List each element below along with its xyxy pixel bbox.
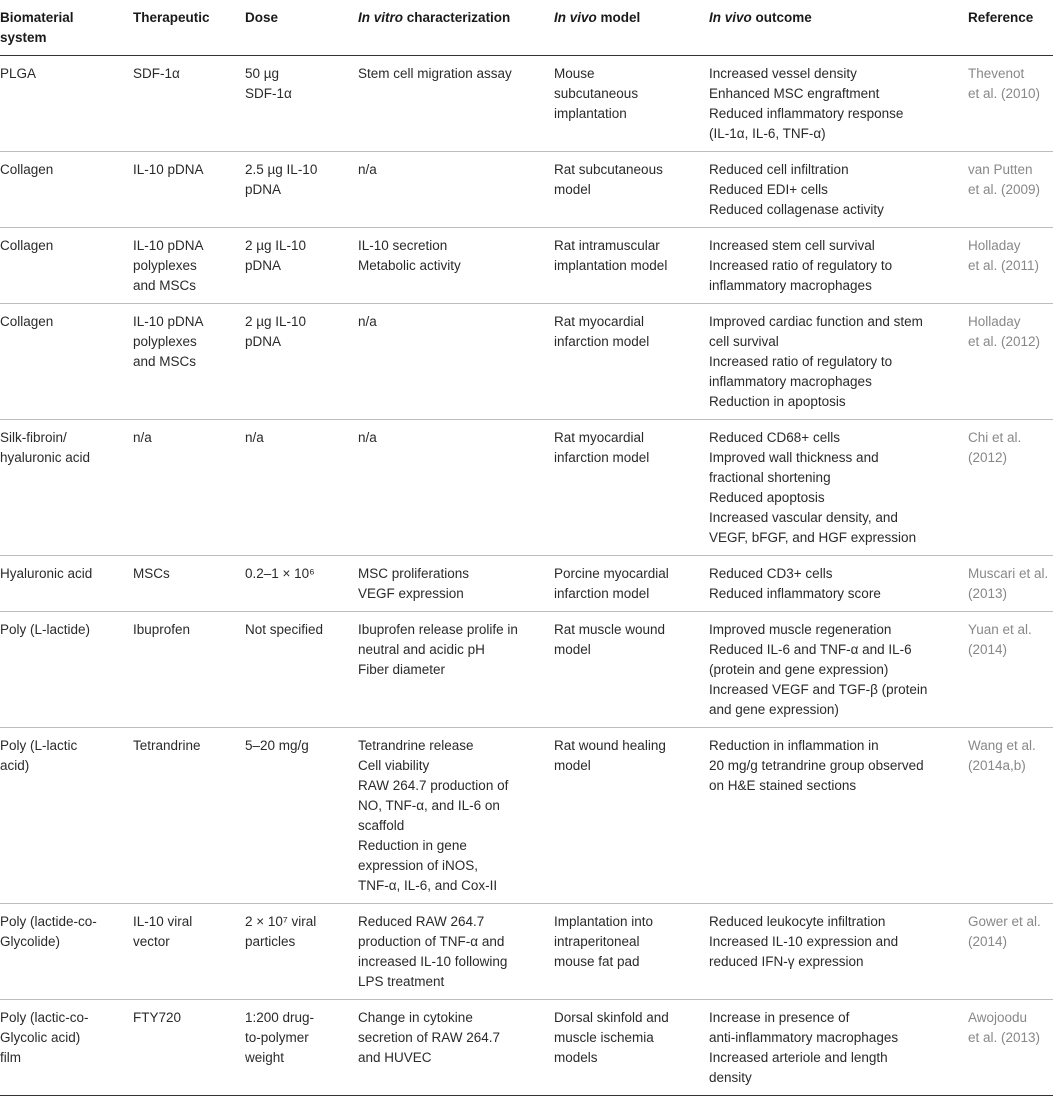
cell-in-vivo-outcome [709,904,968,1000]
cell-therapeutic [133,1000,245,1096]
cell-in-vivo-outcome-line: Reduced IL-6 and TNF-α and IL-6 [709,642,912,657]
cell-in-vitro-line: and HUVEC [358,1050,432,1065]
cell-therapeutic-line: FTY720 [133,1010,182,1025]
cell-in-vivo-model-line: implantation model [554,258,668,273]
header-reference: Reference [968,0,1053,56]
cell-in-vivo-model-line: model [554,642,591,657]
cell-reference-line: et al. (2010) [968,86,1041,101]
cell-therapeutic-line: IL-10 pDNA [133,314,204,329]
cell-therapeutic [133,152,245,228]
cell-biomaterial [0,228,133,304]
cell-biomaterial [0,728,133,904]
cell-in-vivo-outcome [709,228,968,304]
cell-dose [245,228,358,304]
cell-in-vivo-outcome [709,304,968,420]
table-row [0,304,1053,420]
cell-in-vivo-model-line: Porcine myocardial [554,566,669,581]
cell-in-vitro-line: scaffold [358,818,405,833]
cell-dose-line: Not specified [245,622,324,637]
cell-in-vitro-line: increased IL-10 following [358,954,508,969]
header-dose: Dose [245,0,358,56]
cell-in-vivo-outcome-line: Reduced CD3+ cells [709,566,833,581]
cell-biomaterial-line: PLGA [0,66,37,81]
cell-biomaterial [0,556,133,612]
cell-in-vitro-line: production of TNF-α and [358,934,505,949]
cell-therapeutic-line: vector [133,934,170,949]
cell-in-vivo-outcome-line: Increased VEGF and TGF-β (protein [709,682,928,697]
cell-therapeutic-line: IL-10 pDNA [133,162,204,177]
cell-in-vivo-outcome-line: Increased ratio of regulatory to [709,258,893,273]
cell-therapeutic-line: n/a [133,430,152,445]
cell-biomaterial-line: film [0,1050,21,1065]
cell-reference-line: (2014) [968,934,1008,949]
cell-in-vivo-outcome-line: Reduced EDI+ cells [709,182,828,197]
cell-in-vivo-outcome-line: Reduced apoptosis [709,490,825,505]
cell-in-vivo-model [554,904,709,1000]
cell-in-vivo-outcome [709,1000,968,1096]
cell-in-vitro-line: Reduction in gene [358,838,467,853]
cell-dose-line: 5–20 mg/g [245,738,309,753]
cell-therapeutic-line: MSCs [133,566,170,581]
cell-in-vitro-line: secretion of RAW 264.7 [358,1030,501,1045]
cell-in-vivo-outcome-line: (IL-1α, IL-6, TNF-α) [709,126,826,141]
cell-in-vitro-line: TNF-α, IL-6, and Cox-II [358,878,498,893]
cell-in-vivo-model-line: mouse fat pad [554,954,640,969]
cell-in-vivo-outcome-line: (protein and gene expression) [709,662,889,677]
cell-in-vivo-model-line: intraperitoneal [554,934,640,949]
cell-reference [968,152,1053,228]
cell-in-vivo-model-line: models [554,1050,598,1065]
cell-reference-line: (2014) [968,642,1008,657]
cell-in-vivo-model-line: Implantation into [554,914,654,929]
cell-in-vitro-line: Change in cytokine [358,1010,473,1025]
cell-therapeutic-line: IL-10 pDNA [133,238,204,253]
cell-in-vitro-line: Reduced RAW 264.7 [358,914,485,929]
cell-reference-line: Muscari et al. [968,566,1049,581]
cell-biomaterial-line: Collagen [0,238,54,253]
cell-in-vivo-model-line: Rat myocardial [554,314,645,329]
header-in-vitro-italic: In vitro [358,10,404,25]
cell-in-vivo-model-line: Rat intramuscular [554,238,660,253]
cell-in-vitro [358,420,554,556]
cell-dose-line: pDNA [245,258,282,273]
cell-reference-line: Gower et al. [968,914,1041,929]
cell-in-vivo-model [554,728,709,904]
cell-dose-line: to-polymer [245,1030,309,1045]
cell-biomaterial-line: Hyaluronic acid [0,566,93,581]
cell-in-vitro [358,612,554,728]
cell-in-vitro-line: expression of iNOS, [358,858,479,873]
header-in-vivo-model-rest: model [596,10,641,25]
cell-in-vivo-model-line: model [554,758,591,773]
cell-in-vivo-model [554,152,709,228]
cell-in-vitro-line: Tetrandrine release [358,738,474,753]
cell-in-vivo-outcome-line: fractional shortening [709,470,831,485]
header-in-vivo-outcome-rest: outcome [751,10,812,25]
cell-reference-line: Chi et al. [968,430,1022,445]
cell-in-vitro-line: RAW 264.7 production of [358,778,509,793]
cell-reference-line: Awojoodu [968,1010,1028,1025]
cell-dose-line: 50 µg [245,66,280,81]
cell-biomaterial-line: Collagen [0,314,54,329]
cell-therapeutic-line: and MSCs [133,278,197,293]
cell-in-vivo-outcome-line: inflammatory macrophages [709,278,872,293]
cell-reference [968,420,1053,556]
cell-dose [245,904,358,1000]
table-row [0,420,1053,556]
cell-in-vitro [358,152,554,228]
table-row [0,228,1053,304]
cell-in-vivo-outcome-line: Improved muscle regeneration [709,622,892,637]
cell-in-vivo-model [554,420,709,556]
cell-in-vivo-outcome [709,152,968,228]
cell-in-vivo-outcome-line: Increased vessel density [709,66,857,81]
cell-in-vitro-line: NO, TNF-α, and IL-6 on [358,798,500,813]
cell-in-vivo-model [554,228,709,304]
cell-in-vivo-outcome-line: VEGF, bFGF, and HGF expression [709,530,917,545]
cell-in-vitro-line: n/a [358,430,377,445]
cell-biomaterial-line: hyaluronic acid [0,450,91,465]
cell-in-vivo-outcome-line: Increased stem cell survival [709,238,875,253]
cell-in-vivo-outcome-line: Reduced collagenase activity [709,202,884,217]
cell-dose [245,612,358,728]
cell-therapeutic-line: SDF-1α [133,66,180,81]
cell-reference [968,556,1053,612]
cell-therapeutic [133,728,245,904]
cell-therapeutic [133,420,245,556]
cell-therapeutic-line: IL-10 viral [133,914,193,929]
cell-in-vivo-model-line: Rat myocardial [554,430,645,445]
cell-reference-line: et al. (2011) [968,258,1040,273]
header-in-vivo-model [554,0,709,56]
header-in-vivo-outcome-italic: In vivo [709,10,752,25]
cell-biomaterial-line: Poly (lactic-co- [0,1010,89,1025]
cell-in-vivo-outcome-line: Reduced inflammatory score [709,586,881,601]
cell-dose-line: particles [245,934,296,949]
cell-dose-line: 2 × 10⁷ viral [245,914,317,929]
cell-in-vivo-outcome-line: Increase in presence of [709,1010,850,1025]
cell-dose [245,420,358,556]
cell-in-vivo-model-line: infarction model [554,586,650,601]
cell-reference-line: van Putten [968,162,1033,177]
cell-in-vivo-outcome-line: inflammatory macrophages [709,374,872,389]
cell-in-vivo-model-line: muscle ischemia [554,1030,654,1045]
cell-biomaterial [0,152,133,228]
cell-in-vivo-outcome-line: Increased IL-10 expression and [709,934,899,949]
cell-in-vitro [358,728,554,904]
cell-biomaterial-line: Silk-fibroin/ [0,430,67,445]
cell-in-vitro [358,1000,554,1096]
cell-dose-line: pDNA [245,182,282,197]
cell-in-vivo-model [554,1000,709,1096]
cell-in-vivo-model-line: Dorsal skinfold and [554,1010,669,1025]
table-header [0,0,1053,56]
cell-reference-line: (2012) [968,450,1008,465]
cell-in-vitro [358,56,554,152]
cell-therapeutic-line: polyplexes [133,334,197,349]
cell-reference-line: (2014a,b) [968,758,1026,773]
cell-in-vitro-line: Ibuprofen release prolife in [358,622,518,637]
cell-in-vivo-outcome-line: Enhanced MSC engraftment [709,86,880,101]
cell-reference-line: Thevenot [968,66,1025,81]
cell-biomaterial [0,56,133,152]
cell-dose-line: 2 µg IL-10 [245,314,307,329]
cell-in-vivo-outcome-line: Increased vascular density, and [709,510,898,525]
cell-in-vivo-outcome-line: Reduction in inflammation in [709,738,879,753]
cell-in-vivo-model-line: Mouse [554,66,595,81]
cell-biomaterial-line: Poly (L-lactide) [0,622,91,637]
cell-therapeutic [133,612,245,728]
cell-dose [245,304,358,420]
cell-dose-line: 2.5 µg IL-10 [245,162,318,177]
cell-in-vitro-line: neutral and acidic pH [358,642,485,657]
cell-in-vivo-outcome-line: Improved cardiac function and stem [709,314,923,329]
cell-biomaterial [0,904,133,1000]
cell-in-vitro-line: Metabolic activity [358,258,461,273]
cell-in-vitro-line: MSC proliferations [358,566,470,581]
header-in-vitro-rest: characterization [403,10,511,25]
cell-in-vitro-line: Fiber diameter [358,662,446,677]
cell-in-vivo-outcome-line: Improved wall thickness and [709,450,879,465]
cell-in-vivo-model [554,612,709,728]
cell-biomaterial [0,420,133,556]
cell-reference-line: Yuan et al. [968,622,1032,637]
cell-reference-line: Holladay [968,314,1021,329]
cell-in-vivo-outcome-line: Reduced leukocyte infiltration [709,914,886,929]
header-in-vivo-model-italic: In vivo [554,10,597,25]
cell-dose-line: pDNA [245,334,282,349]
cell-in-vivo-outcome-line: Reduced cell infiltration [709,162,849,177]
header-row [0,0,1053,56]
table-body [0,56,1053,1096]
cell-reference-line: et al. (2012) [968,334,1041,349]
cell-in-vivo-model-line: infarction model [554,334,650,349]
cell-in-vitro [358,904,554,1000]
cell-in-vivo-outcome-line: cell survival [709,334,779,349]
cell-in-vitro-line: LPS treatment [358,974,445,989]
header-biomaterial-system-label: Biomaterial system [0,10,74,45]
cell-in-vivo-outcome-line: Reduced CD68+ cells [709,430,840,445]
cell-in-vitro [358,304,554,420]
cell-in-vitro-line: n/a [358,162,377,177]
cell-biomaterial-line: Collagen [0,162,54,177]
cell-in-vivo-outcome-line: 20 mg/g tetrandrine group observed [709,758,924,773]
table-row [0,556,1053,612]
table-row [0,152,1053,228]
cell-in-vivo-model-line: implantation [554,106,627,121]
cell-dose-line: weight [245,1050,285,1065]
cell-in-vitro [358,556,554,612]
cell-in-vivo-outcome-line: Reduced inflammatory response [709,106,904,121]
cell-in-vivo-outcome [709,420,968,556]
cell-in-vitro [358,228,554,304]
cell-dose [245,556,358,612]
header-therapeutic: Therapeutic [133,0,245,56]
cell-biomaterial-line: Glycolic acid) [0,1030,81,1045]
cell-in-vivo-outcome [709,56,968,152]
cell-reference-line: Wang et al. [968,738,1036,753]
cell-therapeutic [133,904,245,1000]
header-biomaterial-system [0,0,133,56]
cell-in-vitro-line: IL-10 secretion [358,238,448,253]
cell-in-vivo-outcome-line: Increased arteriole and length [709,1050,888,1065]
cell-therapeutic-line: polyplexes [133,258,197,273]
cell-in-vivo-outcome-line: density [709,1070,752,1085]
cell-in-vivo-model [554,304,709,420]
cell-reference [968,228,1053,304]
cell-dose [245,56,358,152]
cell-in-vitro-line: Cell viability [358,758,430,773]
cell-reference [968,56,1053,152]
cell-dose-line: SDF-1α [245,86,292,101]
cell-in-vivo-outcome-line: reduced IFN-γ expression [709,954,864,969]
table-row [0,728,1053,904]
cell-therapeutic [133,304,245,420]
cell-reference-line: (2013) [968,586,1008,601]
table-row [0,1000,1053,1096]
cell-reference-line: Holladay [968,238,1021,253]
cell-therapeutic-line: Ibuprofen [133,622,191,637]
table-row [0,904,1053,1000]
header-in-vivo-outcome [709,0,968,56]
cell-in-vivo-model-line: Rat wound healing [554,738,666,753]
cell-therapeutic [133,556,245,612]
cell-in-vivo-model-line: model [554,182,591,197]
header-in-vitro-characterization [358,0,554,56]
cell-reference [968,904,1053,1000]
cell-reference-line: et al. (2009) [968,182,1041,197]
cell-in-vivo-model [554,56,709,152]
table-row [0,56,1053,152]
cell-dose-line: n/a [245,430,264,445]
cell-in-vivo-model-line: Rat muscle wound [554,622,666,637]
cell-in-vitro-line: n/a [358,314,377,329]
cell-reference-line: et al. (2013) [968,1030,1041,1045]
cell-dose [245,1000,358,1096]
cell-therapeutic [133,56,245,152]
cell-in-vivo-outcome-line: and gene expression) [709,702,839,717]
cell-biomaterial-line: Glycolide) [0,934,61,949]
cell-dose [245,152,358,228]
cell-in-vivo-outcome-line: Increased ratio of regulatory to [709,354,893,369]
cell-in-vivo-outcome-line: Reduction in apoptosis [709,394,846,409]
cell-in-vivo-outcome [709,612,968,728]
cell-in-vivo-outcome-line: on H&E stained sections [709,778,857,793]
cell-therapeutic-line: and MSCs [133,354,197,369]
cell-reference [968,304,1053,420]
cell-in-vitro-line: Stem cell migration assay [358,66,512,81]
cell-therapeutic-line: Tetrandrine [133,738,201,753]
cell-in-vitro-line: VEGF expression [358,586,464,601]
cell-reference [968,612,1053,728]
cell-in-vivo-outcome-line: anti-inflammatory macrophages [709,1030,899,1045]
cell-biomaterial-line: Poly (L-lactic [0,738,78,753]
cell-in-vivo-model-line: subcutaneous [554,86,639,101]
cell-in-vivo-outcome [709,556,968,612]
cell-in-vivo-outcome [709,728,968,904]
cell-reference [968,728,1053,904]
cell-biomaterial [0,304,133,420]
cell-in-vivo-model-line: infarction model [554,450,650,465]
cell-dose-line: 2 µg IL-10 [245,238,307,253]
cell-dose-line: 1:200 drug- [245,1010,315,1025]
cell-therapeutic [133,228,245,304]
cell-biomaterial [0,612,133,728]
cell-biomaterial-line: Poly (lactide-co- [0,914,97,929]
cell-reference [968,1000,1053,1096]
cell-dose-line: 0.2–1 × 10⁶ [245,566,315,581]
cell-in-vivo-model-line: Rat subcutaneous [554,162,663,177]
cell-biomaterial-line: acid) [0,758,30,773]
table-row [0,612,1053,728]
cell-in-vivo-model [554,556,709,612]
cell-biomaterial [0,1000,133,1096]
cell-dose [245,728,358,904]
